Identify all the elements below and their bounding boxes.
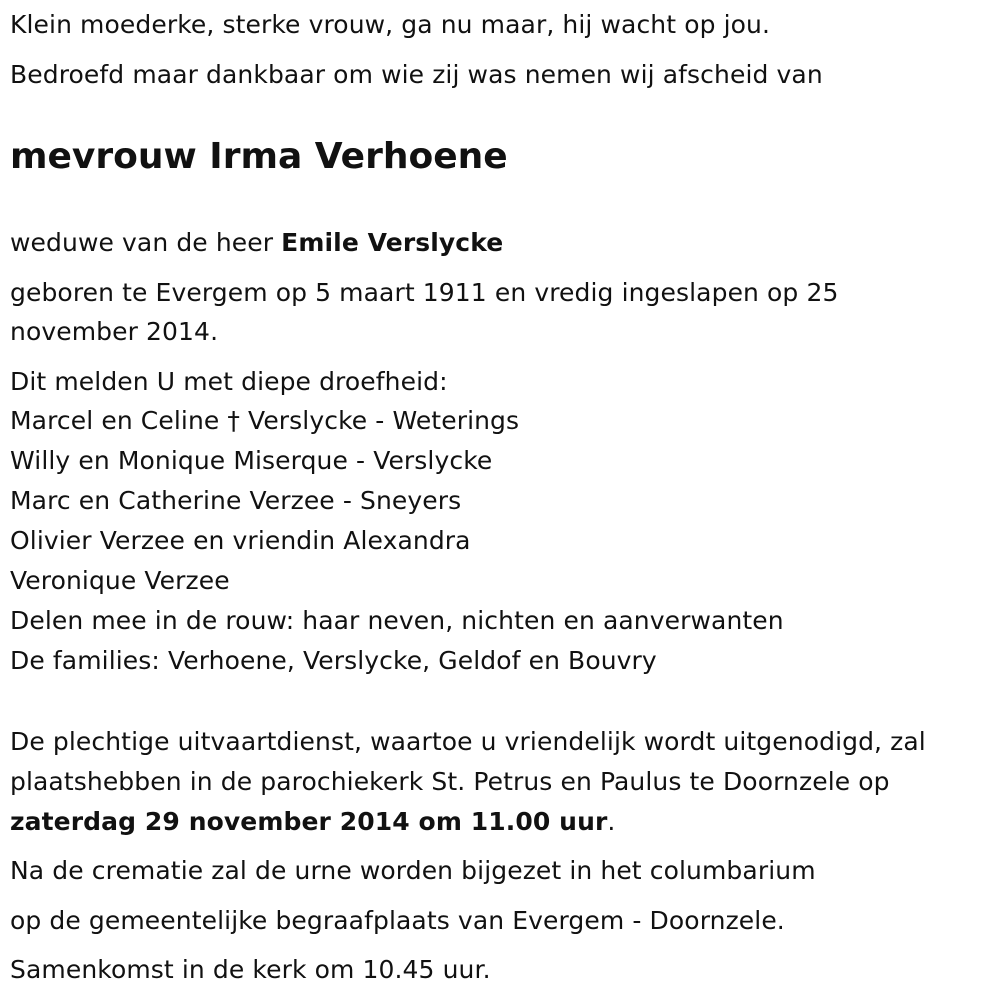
family-line: Olivier Verzee en vriendin Alexandra	[10, 526, 471, 555]
service-line-2: plaatshebben in de parochiekerk St. Petrus en Paulus te Doornzele op	[10, 767, 890, 796]
family-line: Marcel en Celine † Verslycke - Weterings	[10, 406, 520, 435]
intro-quote: Klein moederke, sterke vrouw, ga nu maar, hij wacht op jou.	[10, 10, 771, 39]
closing-line-2: op de gemeentelijke begraafplaats van Evergem - Doornzele.	[10, 906, 785, 935]
announcement-intro: Dit melden U met diepe droefheid:	[10, 367, 448, 396]
service-line-1: De plechtige uitvaartdienst, waartoe u vriendelijk wordt uitgenodigd, zal	[10, 727, 926, 756]
widow-prefix: weduwe van de heer	[10, 228, 282, 257]
obituary-notice	[10, 0, 990, 1001]
family-line: Marc en Catherine Verzee - Sneyers	[10, 486, 462, 515]
family-line: Veronique Verzee	[10, 566, 230, 595]
widow-line	[10, 228, 503, 258]
family-line: De families: Verhoene, Verslycke, Geldof en Bouvry	[10, 646, 657, 675]
service-datetime-line	[10, 807, 615, 837]
service-datetime: zaterdag 29 november 2014 om 11.00 uur	[10, 807, 608, 836]
service-datetime-suffix: .	[607, 807, 616, 836]
deceased-name: mevrouw Irma Verhoene	[10, 136, 508, 177]
family-line: Willy en Monique Miserque - Verslycke	[10, 446, 493, 475]
husband-name: Emile Verslycke	[281, 228, 504, 257]
birth-line-1: geboren te Evergem op 5 maart 1911 en vredig ingeslapen op 25	[10, 278, 839, 307]
closing-line-1: Na de crematie zal de urne worden bijgezet in het columbarium	[10, 856, 816, 885]
closing-line-3: Samenkomst in de kerk om 10.45 uur.	[10, 955, 491, 984]
birth-line-2: november 2014.	[10, 317, 219, 346]
intro-farewell: Bedroefd maar dankbaar om wie zij was nemen wij afscheid van	[10, 60, 823, 89]
family-line: Delen mee in de rouw: haar neven, nichten en aanverwanten	[10, 606, 784, 635]
